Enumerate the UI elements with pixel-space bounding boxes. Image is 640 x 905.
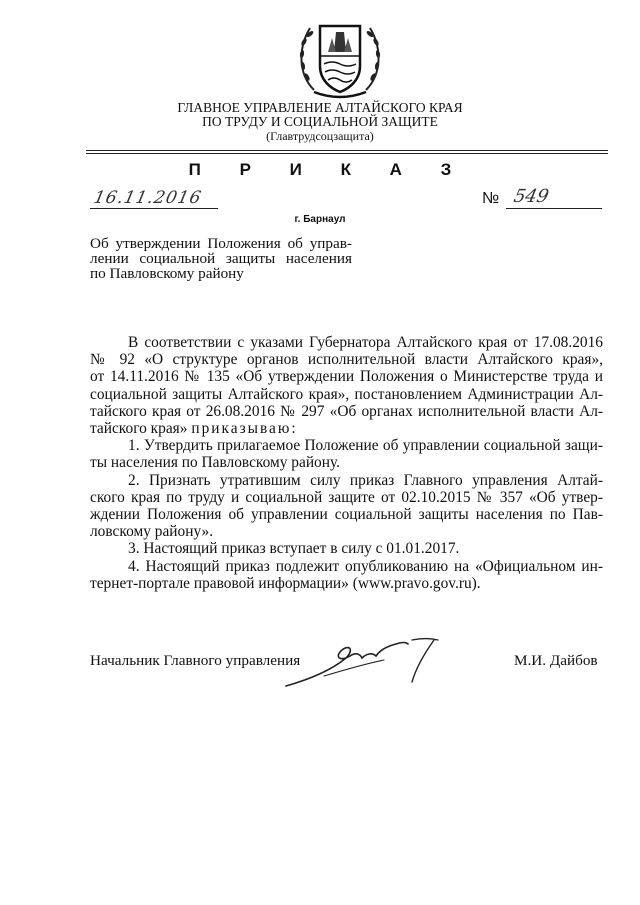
body-line: от 14.11.2016 № 135 «Об утверждении Положения о Министерстве труда и (90, 368, 603, 386)
body-line: социальной защиты Алтайского края», постановлением Администрации Ал- (90, 385, 603, 403)
body-text: тайского края» (90, 420, 188, 438)
document-subject (90, 236, 352, 281)
body-line: ского края по труду и социальной защите от 02.10.2015 № 357 «Об утвер- (90, 488, 603, 506)
subject-line: Об утверждении Положения об управ- (90, 235, 352, 252)
body-line (90, 420, 603, 437)
order-keyword: приказываю: (191, 420, 298, 438)
body-line: тернет-портале правовой информации» (www.pravo.gov.ru). (90, 574, 481, 592)
subject-line: по Павловскому району (90, 265, 244, 282)
organization-name-line-1: ГЛАВНОЕ УПРАВЛЕНИЕ АЛТАЙСКОГО КРАЯ (177, 100, 463, 115)
handwritten-number: 549 (511, 186, 551, 207)
header-divider-top (86, 150, 608, 151)
date-underline (90, 208, 218, 209)
body-line: ловскому району». (90, 523, 214, 541)
signatory-name: М.И. Дайбов (514, 652, 598, 669)
body-line: 2. Признать утратившим силу приказ Главного управления Алтай- (128, 471, 603, 489)
organization-abbreviation: (Главтрудсоцзащита) (266, 129, 374, 143)
header-divider-bottom (86, 153, 608, 154)
subject-line: лении социальной защиты населения (90, 250, 352, 267)
body-line: 4. Настоящий приказ подлежит опубликованию на «Официальном ин- (128, 557, 603, 575)
body-line: ты населения по Павловскому району. (90, 454, 340, 472)
city-label: г. Барнаул (294, 214, 346, 225)
handwritten-signature-icon (284, 630, 444, 690)
handwritten-date: 16.11.2016 (91, 188, 204, 208)
body-line: 1. Утвердить прилагаемое Положение об управлении социальной защи- (128, 437, 603, 455)
body-line: 3. Настоящий приказ вступает в силу с 01.01.2017. (128, 540, 460, 558)
body-line: В соответствии с указами Губернатора Алтайского края от 17.08.2016 (128, 334, 603, 351)
signatory-position: Начальник Главного управления (90, 652, 301, 669)
document-type-title: П Р И К А З (188, 160, 469, 179)
coat-of-arms-icon (292, 12, 388, 102)
organization-name-line-2: ПО ТРУДУ И СОЦИАЛЬНОЙ ЗАЩИТЕ (202, 114, 438, 129)
number-label: № (482, 190, 500, 207)
number-underline (506, 208, 602, 209)
document-body (90, 334, 603, 592)
body-line: № 92 «О структуре органов исполнительной власти Алтайского края», (90, 351, 603, 369)
body-line: тайского края от 26.08.2016 № 297 «Об органах исполнительной власти Ал- (90, 402, 603, 420)
body-line: ждении Положения об управлении социальной защиты населения по Пав- (90, 506, 603, 524)
